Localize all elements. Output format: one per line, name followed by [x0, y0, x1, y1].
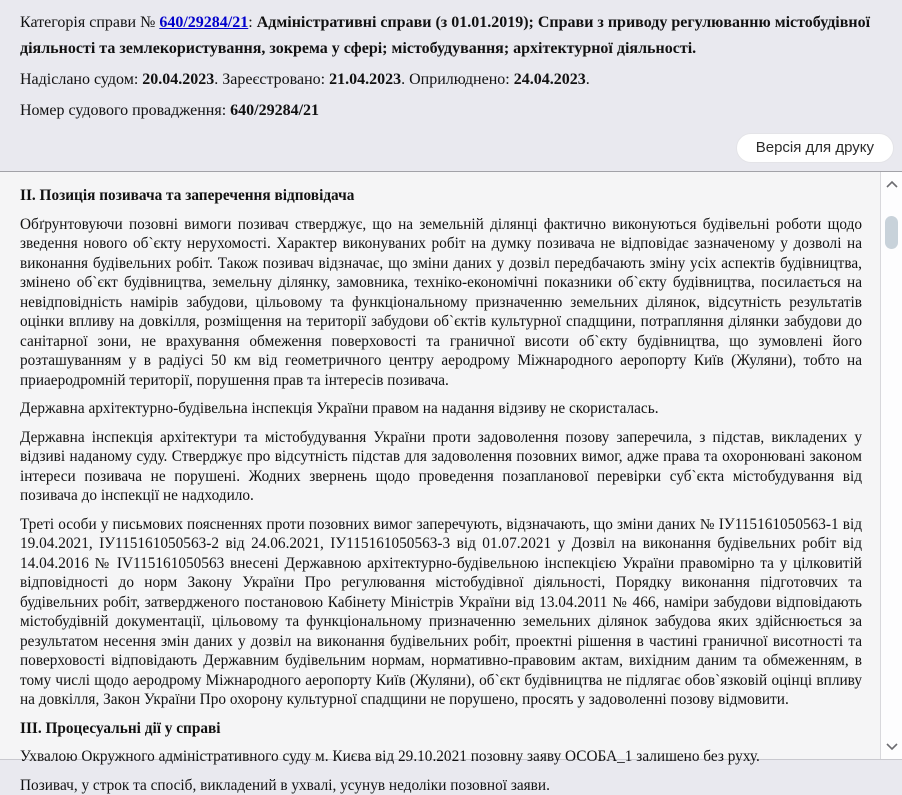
- case-number-link[interactable]: 640/29284/21: [159, 14, 248, 31]
- case-info-header: [0, 0, 902, 124]
- print-version-button[interactable]: Версія для друку: [736, 133, 894, 163]
- chevron-up-icon: [886, 181, 898, 188]
- paragraph: Треті особи у письмових поясненнях проти позовних вимог заперечують, відзначають, що зміни даних № ІУ115161050563-1 від 19.04.2021, ІУ115161050563-2 від 24.06.2021, ІУ115161050563-3 від 01.07.2021 у Дозвіл на виконання будівельних робіт від 14.04.2016 № ІV115161050563 внесені Державною архітектурно-будівельною інспекцією України правомірно та у цілковитій відповідності до норм Закону України Про регулювання містобудівної діяльності, Порядку виконання підготовчих та будівельних робіт, затвердженого постановою Кабінету Міністрів України від 13.04.2011 № 466, наміри забудови відповідають містобудівній документації, цільовому та функціональному призначенню земельних ділянок забудова яких здійснюється за результатом несення змін даних у дозвіл на виконання будівельних робіт, проектні рішення в частині граничної висотності та поверховості відповідають Державним будівельним нормам, нормативно-правовим актам, вихідним даним та обмеженням, в тому числі щодо аеродрому Міжнародного аеропорту Київ (Жуляни), об`єкт будівництва не підлягає обов`язковій оцінці впливу на довкілля, Закон України Про охорону культурної спадщини не порушено, просять у задоволенні позову відмовити.: [20, 515, 862, 710]
- vertical-scrollbar[interactable]: [880, 172, 902, 759]
- toolbar: [0, 129, 902, 171]
- scroll-up-button[interactable]: [881, 181, 902, 188]
- sent-label: Надіслано судом:: [20, 71, 142, 88]
- published-label: Оприлюднено:: [409, 71, 514, 88]
- paragraph: Державна інспекція архітектури та містобудування України проти задоволення позову заперечила, з підстав, викладених у відзиві наданому суду. Стверджує про відсутність підстав для задоволення позовних вимог, адже права та охоронювані законом інтереси позивача не порушені. Жодних звернень щодо проведення позапланової перевірки суб`єкта містобудування від позивача до інспекції не надходило.: [20, 428, 862, 506]
- registered-date: 21.04.2023: [329, 71, 401, 88]
- scrollbar-thumb[interactable]: [885, 216, 898, 249]
- section-heading-plaintiff-position: ІІ. Позиція позивача та заперечення відповідача: [20, 186, 862, 206]
- chevron-down-icon: [886, 743, 898, 750]
- case-category-line: [20, 10, 882, 62]
- scroll-down-button[interactable]: [881, 743, 902, 750]
- paragraph: Позивач, у строк та спосіб, викладений в ухвалі, усунув недоліки позовної заяви.: [20, 776, 862, 795]
- case-dates-line: [20, 67, 882, 93]
- decision-document-text: [0, 172, 880, 759]
- published-date: 24.04.2023: [514, 71, 586, 88]
- case-category-label: Категорія справи №: [20, 14, 159, 31]
- case-category-value: Адміністративні справи (з 01.01.2019); Справи з приводу регулюванню містобудівної діяльності та землекористування, зокрема у сфері; містобудування; архітектурної діяльності.: [20, 14, 870, 57]
- dates-separator: .: [214, 71, 222, 88]
- proceeding-number-label: Номер судового провадження:: [20, 102, 230, 119]
- paragraph: Державна архітектурно-будівельна інспекція України правом на надання відзиву не скористалась.: [20, 399, 862, 419]
- decision-text-panel: [0, 171, 902, 760]
- proceeding-number-value: 640/29284/21: [230, 102, 319, 119]
- paragraph: Ухвалою Окружного адміністративного суду м. Києва від 29.10.2021 позовну заяву ОСОБА_1 залишено без руху.: [20, 747, 862, 767]
- proceeding-number-line: [20, 98, 882, 124]
- registered-label: Зареєстровано:: [222, 71, 329, 88]
- dates-separator-2: .: [401, 71, 409, 88]
- sent-date: 20.04.2023: [142, 71, 214, 88]
- paragraph: Обґрунтовуючи позовні вимоги позивач стверджує, що на земельній ділянці фактично виконуються будівельні роботи щодо зведення нового об`єкту нерухомості. Характер виконуваних робіт на думку позивача не відповідає зазначеному у дозволі на виконання будівельних робіт. Також позивач відзначає, що зміни даних у дозвіл передбачають зміну усіх аспектів будівництва, змінено об`єкт будівництва, земельну ділянку, замовника, техніко-економічні показники об`єкту будівництва, посилається на невідповідність намірів забудови, цільовому та функціональному призначенню земельних ділянок, відсутність результатів оцінки впливу на довкілля, розміщення на території забудови об`єктів культурної спадщини, потрапляння ділянки забудови до санітарної зони, не врахування обмеження поверховості та граничної висоти об`єкту будівництва, що зумовлені його розташуванням у в радіусі 50 км від геометричного центру аеродрому Міжнародного аеропорту Київ (Жуляни), тобто на приаеродромній території, порушення прав та інтересів позивача.: [20, 215, 862, 391]
- section-heading-procedural-actions: ІІІ. Процесуальні дії у справі: [20, 719, 862, 739]
- case-category-separator: :: [248, 14, 256, 31]
- dates-end-period: .: [586, 71, 590, 88]
